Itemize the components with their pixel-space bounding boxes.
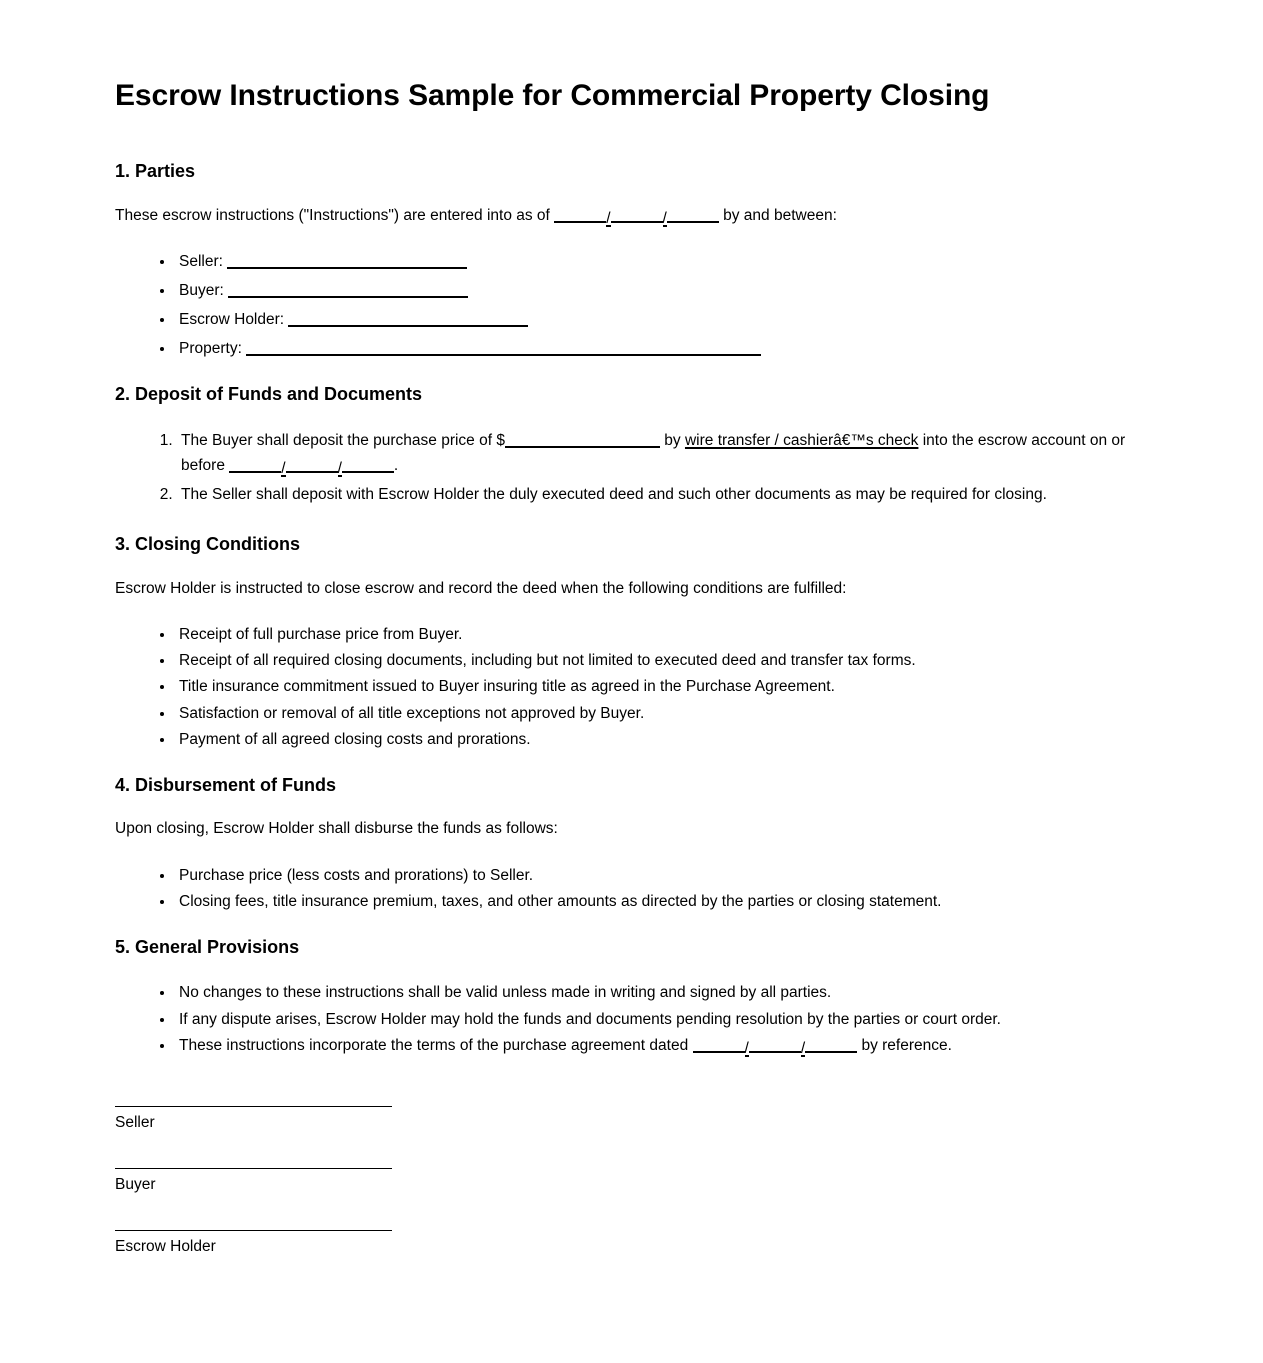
- party-label-buyer: Buyer:: [179, 282, 224, 300]
- agreement-date-year-blank[interactable]: [805, 1038, 857, 1053]
- deposit-date-separator-2: /: [337, 460, 342, 478]
- deposit-date-month-blank[interactable]: [229, 458, 281, 473]
- closing-conditions-list: [115, 622, 1148, 752]
- section-disbursement-of-funds: [115, 774, 1148, 914]
- list-item: • Title insurance commitment issued to Buyer insuring title as agreed in the Purchase Agreement.: [175, 674, 1148, 699]
- party-label-escrow-holder: Escrow Holder:: [179, 311, 285, 329]
- escrow-holder-name-blank[interactable]: [288, 312, 528, 327]
- disbursement-intro: Upon closing, Escrow Holder shall disburse the funds as follows:: [115, 820, 558, 838]
- section-heading-deposit: 2. Deposit of Funds and Documents: [115, 384, 423, 405]
- agreement-date-separator-2: /: [800, 1039, 806, 1057]
- list-item: • Satisfaction or removal of all title exceptions not approved by Buyer.: [175, 701, 1148, 726]
- deposit-date-year-blank[interactable]: [342, 458, 394, 473]
- date-separator-1: /: [606, 209, 611, 227]
- section-heading-closing-conditions: 3. Closing Conditions: [115, 534, 300, 555]
- signature-label-escrow-holder: Escrow Holder: [115, 1238, 216, 1256]
- signature-line-buyer[interactable]: [115, 1168, 392, 1169]
- list-item: • Closing fees, title insurance premium, taxes, and other amounts as directed by the parties or closing statement.: [175, 889, 1148, 914]
- page-title: Escrow Instructions Sample for Commercial Property Closing: [115, 79, 990, 112]
- signature-line-escrow-holder[interactable]: [115, 1230, 392, 1231]
- section-heading-general-provisions: 5. General Provisions: [115, 936, 300, 957]
- deposit-date-day-blank[interactable]: [286, 458, 338, 473]
- general-provisions-list: [115, 980, 1148, 1057]
- list-item: • No changes to these instructions shall be valid unless made in writing and signed by all parties.: [175, 980, 1148, 1005]
- signature-group-buyer: [115, 1168, 1148, 1195]
- parties-intro-text-before: These escrow instructions ("Instructions") are entered into as of: [115, 206, 550, 224]
- deposit-text-1c: into the escrow account on or before: [181, 431, 1126, 475]
- deposit-date-separator-1: /: [281, 460, 286, 478]
- section-parties: [115, 160, 1148, 361]
- parties-intro-text-after: by and between:: [723, 206, 837, 224]
- parties-list: [115, 249, 1148, 361]
- deposit-text-1b: by: [664, 431, 681, 449]
- list-item: • Receipt of full purchase price from Buyer.: [175, 622, 1148, 647]
- parties-intro-paragraph: [115, 205, 1148, 227]
- agreement-date-month-blank[interactable]: [693, 1038, 745, 1053]
- list-item: • If any dispute arises, Escrow Holder may hold the funds and documents pending resolution by the parties or court order.: [175, 1007, 1148, 1032]
- section-closing-conditions: [115, 533, 1148, 752]
- section-heading-parties: 1. Parties: [115, 161, 196, 181]
- list-item-property: [175, 336, 1148, 361]
- deposit-text-1d: .: [393, 457, 399, 475]
- list-item-seller: [175, 249, 1148, 274]
- section-deposit-of-funds: [115, 383, 1148, 507]
- list-item-deposit-1: [177, 428, 1148, 478]
- signature-group-escrow-holder: [115, 1230, 1148, 1257]
- deposit-text-1a: The Buyer shall deposit the purchase price of $: [181, 431, 505, 449]
- party-label-property: Property:: [179, 340, 242, 358]
- signature-line-seller[interactable]: [115, 1106, 392, 1107]
- date-year-blank[interactable]: [667, 208, 719, 223]
- section-heading-disbursement: 4. Disbursement of Funds: [115, 774, 337, 795]
- list-item: • Receipt of all required closing documents, including but not limited to executed deed and transfer tax forms.: [175, 648, 1148, 673]
- agreement-date-day-blank[interactable]: [749, 1038, 801, 1053]
- purchase-agreement-date-blank[interactable]: [693, 1033, 858, 1058]
- section-general-provisions: [115, 936, 1148, 1058]
- signature-block: [115, 1106, 1148, 1257]
- signature-label-buyer: Buyer: [115, 1175, 156, 1193]
- list-item-escrow-holder: [175, 307, 1148, 332]
- seller-name-blank[interactable]: [227, 254, 467, 269]
- payment-method-underlined: wire transfer / cashierâ€™s check: [684, 431, 919, 449]
- list-item-buyer: [175, 278, 1148, 303]
- property-description-blank[interactable]: [246, 341, 761, 356]
- buyer-name-blank[interactable]: [228, 283, 468, 298]
- agreement-date-separator-1: /: [744, 1039, 749, 1057]
- party-label-seller: Seller:: [179, 252, 223, 270]
- disbursement-list: [115, 863, 1148, 914]
- list-item: • Purchase price (less costs and prorations) to Seller.: [175, 863, 1148, 888]
- list-item-provision-with-date: [175, 1033, 1148, 1058]
- deposit-deadline-date-blank[interactable]: [229, 453, 394, 478]
- agreement-date-blank[interactable]: [554, 205, 719, 227]
- provision-text-before-date: These instructions incorporate the terms of the purchase agreement dated: [179, 1036, 689, 1054]
- signature-group-seller: [115, 1106, 1148, 1133]
- date-separator-2: /: [662, 209, 667, 227]
- signature-label-seller: Seller: [115, 1113, 155, 1131]
- provision-text-after-date: by reference.: [861, 1036, 952, 1054]
- list-item: • Payment of all agreed closing costs and prorations.: [175, 727, 1148, 752]
- purchase-price-blank[interactable]: [505, 433, 660, 448]
- date-day-blank[interactable]: [611, 208, 663, 223]
- list-item-deposit-2: 2. The Seller shall deposit with Escrow Holder the duly executed deed and such other documents as may be required for closing.: [177, 482, 1148, 507]
- closing-conditions-intro: Escrow Holder is instructed to close escrow and record the deed when the following conditions are fulfilled:: [115, 579, 847, 597]
- date-month-blank[interactable]: [554, 208, 606, 223]
- deposit-ordered-list: [115, 428, 1148, 507]
